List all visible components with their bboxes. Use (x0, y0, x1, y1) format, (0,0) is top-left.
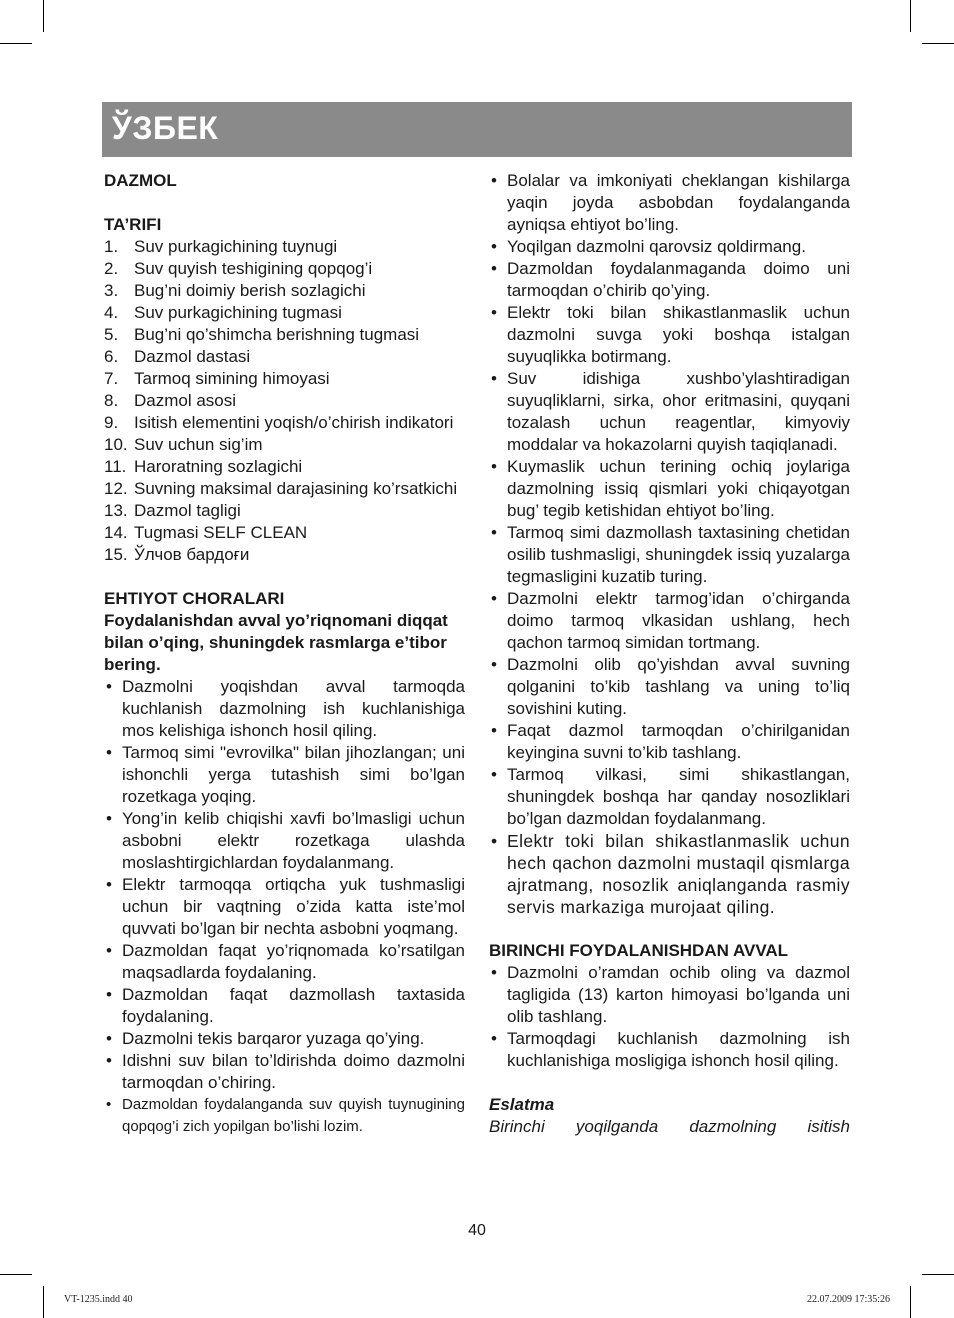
crop-mark (922, 1274, 954, 1275)
crop-mark (922, 43, 954, 44)
safety-list-continued (489, 170, 850, 918)
list-item: 8. Dazmol asosi (104, 391, 237, 410)
language-title: ЎЗБЕК (112, 110, 219, 146)
list-item: 11. Haroratning sozlagichi (104, 457, 303, 476)
list-item: 4. Suv purkagichining tugmasi (104, 303, 342, 322)
list-item: 13. Dazmol tagligi (104, 501, 241, 520)
footer-file-info: VT-1235.indd 40 (64, 1294, 133, 1305)
list-item: 1. Suv purkagichining tuynugi (104, 237, 338, 256)
list-item: • Dazmoldan faqat dazmollash taxtasida foydalaning. (106, 985, 465, 1026)
list-item: • Dazmolni elektr tarmog’idan o’chirganda doimo tarmoq vlkasidan ushlang, hech qachon tarmoq simidan tortmang. (491, 589, 850, 652)
language-banner (102, 102, 852, 157)
list-item: • Dazmolni tekis barqaror yuzaga qo’ying. (106, 1029, 425, 1048)
list-item: • Idishni suv bilan to’ldirishda doimo dazmolni tarmoqdan o’chiring. (106, 1051, 465, 1092)
list-item: • Bolalar va imkoniyati cheklangan kishilarga yaqin joyda asbobdan foydalanganda ayniqsa ehtiyot bo’ling. (491, 171, 850, 234)
list-item: 6. Dazmol dastasi (104, 347, 251, 366)
list-item: • Dazmolni yoqishdan avval tarmoqda kuchlanish dazmolning ish kuchlanishiga mos kelishiga ishonch hosil qiling. (106, 677, 465, 740)
safety-list (104, 676, 465, 1138)
list-item: • Tarmoq simi "evrovilka" bilan jihozlangan; uni ishonchli yerga tutashish simi bo’lgan rozetkaga yoqing. (106, 743, 465, 806)
description-heading: TA’RIFI (104, 215, 162, 234)
list-item: 10. Suv uchun sig’im (104, 435, 263, 454)
safety-heading: EHTIYOT CHORALARI (104, 589, 285, 608)
list-item: 14. Tugmasi SELF CLEAN (104, 523, 308, 542)
list-item: 9. Isitish elementini yoqish/o’chirish indikatori (104, 413, 454, 432)
crop-mark (0, 43, 32, 44)
page-number: 40 (468, 1222, 486, 1239)
list-item: • Elektr toki bilan shikastlanmaslik uchun dazmolni suvga yoki boshqa istalgan suyuqlikka botirmang. (491, 303, 850, 366)
left-column (104, 170, 465, 1138)
list-item: • Elektr toki bilan shikastlanmaslik uchun hech qachon dazmolni mustaqil qismlarga ajratmang, nosozlik aniqlanganda rasmiy servis markaziga murojaat qiling. (491, 831, 850, 917)
note-title: Eslatma (489, 1095, 555, 1114)
list-item: • Elektr tarmoqqa ortiqcha yuk tushmasligi uchun bir vaqtning o’zida katta iste’mol quvvati bo’lgan bir nechta asbobni yoqmang. (106, 875, 465, 938)
safety-intro: Foydalanishdan avval yo’riqnomani diqqat bilan o’qing, shuningdek rasmlarga e’tibor bering. (104, 611, 448, 674)
list-item: 3. Bug’ni doimiy berish sozlagichi (104, 281, 366, 300)
list-item: 15. Ўлчов бардоғи (104, 545, 250, 564)
list-item: • Kuymaslik uchun terining ochiq joylariga dazmolning issiq qismlari yoki chiqayotgan bug’ tegib ketishidan ehtiyot bo’ling. (491, 457, 850, 520)
right-column (489, 170, 850, 1138)
list-item: • Suv idishiga xushbo’ylashtiradigan suyuqliklarni, sirka, ohor eritmasini, quyqani tozalash uchun reagentlar, kimyoviy moddalar va hokazolarni quyish taqiqlanadi. (491, 369, 850, 454)
first-use-list (489, 962, 850, 1072)
list-item: • Yoqilgan dazmolni qarovsiz qoldirmang. (491, 237, 806, 256)
note-text: Birinchi yoqilganda dazmolning isitish (489, 1117, 850, 1136)
list-item: • Faqat dazmol tarmoqdan o’chirilganidan keyingina suvni to’kib tashlang. (491, 721, 850, 762)
first-use-heading: BIRINCHI FOYDALANISHDAN AVVAL (489, 941, 789, 960)
parts-list (104, 236, 465, 566)
list-item: 5. Bug’ni qo’shimcha berishning tugmasi (104, 325, 420, 344)
list-item: 12. Suvning maksimal darajasining ko’rsatkichi (104, 479, 458, 498)
list-item: • Dazmoldan foydalanmaganda doimo uni tarmoqdan o’chirib qo’ying. (491, 259, 850, 300)
list-item: • Dazmoldan foydalanganda suv quyish tuynugining qopqog’i zich yopilgan bo’lishi lozim. (106, 1096, 465, 1135)
list-item: • Dazmolni olib qo’yishdan avval suvning qolganini to’kib tashlang va uning to’liq sovishini kuting. (491, 655, 850, 718)
list-item: • Tarmoq simi dazmollash taxtasining chetidan osilib tushmasligi, shuningdek issiq yuzalarga tegmasligini kuzatib turing. (491, 523, 850, 586)
list-item: • Dazmolni o’ramdan ochib oling va dazmol tagligida (13) karton himoyasi bo’lganda uni olib tashlang. (491, 963, 850, 1026)
list-item: 2. Suv quyish teshigining qopqog’i (104, 259, 373, 278)
crop-mark (910, 1286, 911, 1318)
footer-datetime: 22.07.2009 17:35:26 (806, 1294, 890, 1305)
crop-mark (43, 0, 44, 32)
list-item: 7. Tarmoq simining himoyasi (104, 369, 330, 388)
list-item: • Tarmoqdagi kuchlanish dazmolning ish kuchlanishiga mosligiga ishonch hosil qiling. (491, 1029, 850, 1070)
crop-mark (0, 1274, 32, 1275)
list-item: • Yong’in kelib chiqishi xavfi bo’lmasligi uchun asbobni elektr rozetkaga ulashda moslashtirgichlardan foydalanmang. (106, 809, 465, 872)
list-item: • Dazmoldan faqat yo’riqnomada ko’rsatilgan maqsadlarda foydalaning. (106, 941, 465, 982)
crop-mark (910, 0, 911, 32)
product-title: DAZMOL (104, 171, 177, 190)
list-item: • Tarmoq vilkasi, simi shikastlangan, shuningdek boshqa har qanday nosozliklari bo’lgan dazmoldan foydalanmang. (491, 765, 850, 828)
crop-mark (43, 1286, 44, 1318)
